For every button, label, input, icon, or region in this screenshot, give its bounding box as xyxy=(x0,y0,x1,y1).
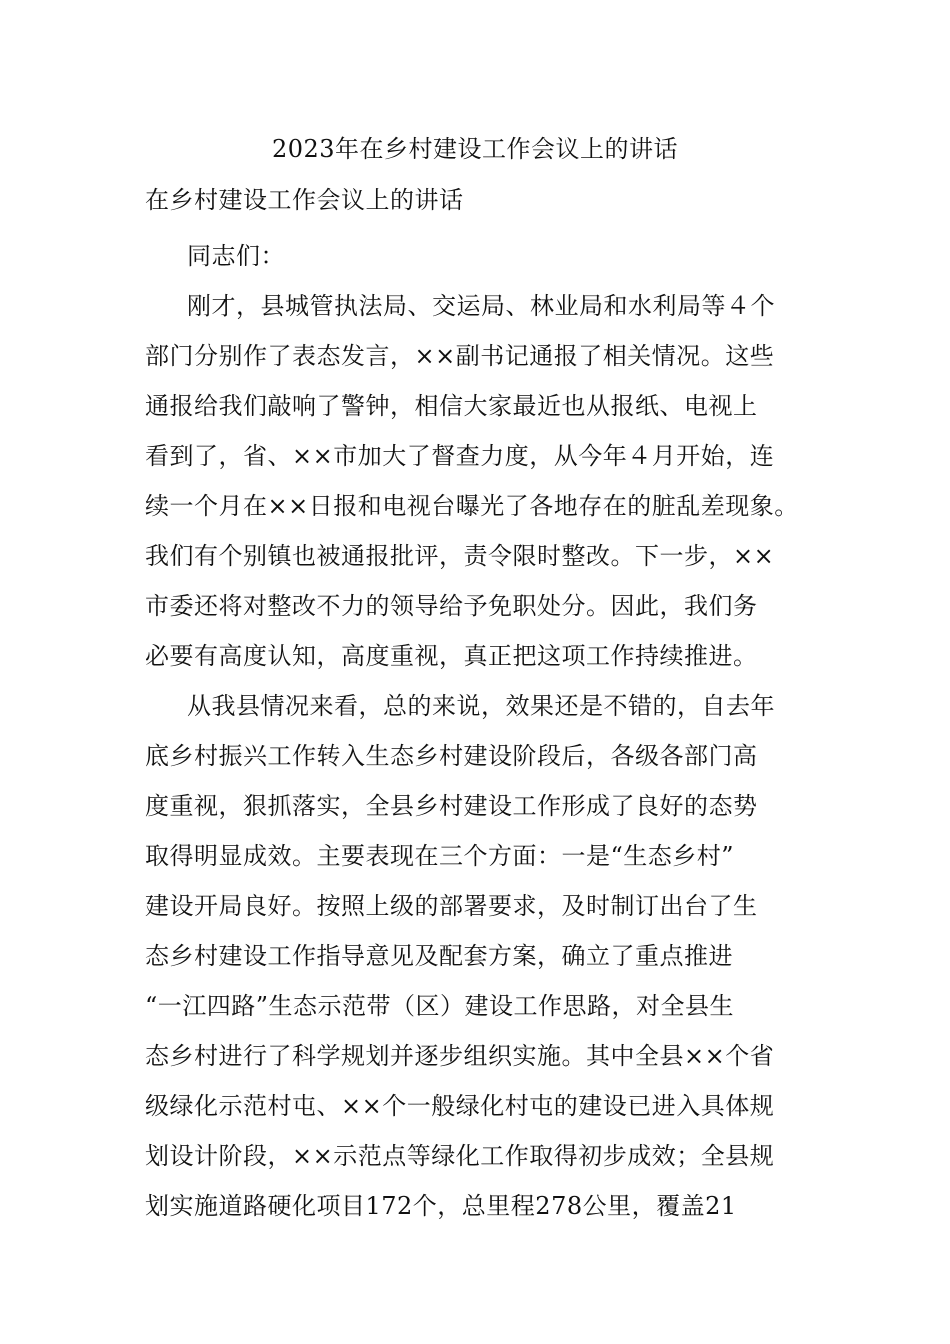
document-title: 2023年在乡村建设工作会议上的讲话 xyxy=(271,135,679,163)
salutation: 同志们： xyxy=(187,242,285,270)
paragraph-1-line: 我们有个别镇也被通报批评，责令限时整改。下一步，×× xyxy=(145,542,775,570)
paragraph-2-line: 划设计阶段，××示范点等绿化工作取得初步成效；全县规 xyxy=(145,1142,775,1170)
paragraph-2-line: 从我县情况来看，总的来说，效果还是不错的，自去年 xyxy=(187,692,775,720)
paragraph-1-line: 续一个月在××日报和电视台曝光了各地存在的脏乱差现象。 xyxy=(145,492,799,520)
paragraph-1-line: 看到了，省、××市加大了督查力度，从今年４月开始，连 xyxy=(145,442,775,470)
paragraph-1-line: 部门分别作了表态发言，××副书记通报了相关情况。这些 xyxy=(145,342,775,370)
paragraph-2-line: 划实施道路硬化项目172个，总里程278公里，覆盖21 xyxy=(145,1192,737,1220)
paragraph-2-line: “一江四路”生态示范带（区）建设工作思路，对全县生 xyxy=(145,992,735,1020)
paragraph-2-line: 态乡村建设工作指导意见及配套方案，确立了重点推进 xyxy=(145,942,733,970)
paragraph-2-line: 底乡村振兴工作转入生态乡村建设阶段后，各级各部门高 xyxy=(145,742,758,770)
paragraph-2-line: 度重视，狠抓落实，全县乡村建设工作形成了良好的态势 xyxy=(145,792,758,820)
paragraph-1-line: 刚才，县城管执法局、交运局、林业局和水利局等４个 xyxy=(187,292,775,320)
paragraph-1-line: 必要有高度认知，高度重视，真正把这项工作持续推进。 xyxy=(145,642,758,670)
paragraph-1-line: 通报给我们敲响了警钟，相信大家最近也从报纸、电视上 xyxy=(145,392,758,420)
paragraph-2-line: 取得明显成效。主要表现在三个方面：一是“生态乡村” xyxy=(145,842,735,870)
document-body xyxy=(145,231,825,1231)
paragraph-2-line: 建设开局良好。按照上级的部署要求，及时制订出台了生 xyxy=(145,892,758,920)
document-subtitle: 在乡村建设工作会议上的讲话 xyxy=(145,186,464,214)
paragraph-1-line: 市委还将对整改不力的领导给予免职处分。因此，我们务 xyxy=(145,592,758,620)
paragraph-2-line: 态乡村进行了科学规划并逐步组织实施。其中全县××个省 xyxy=(145,1042,775,1070)
paragraph-2-line: 级绿化示范村屯、××个一般绿化村屯的建设已进入具体规 xyxy=(145,1092,775,1120)
